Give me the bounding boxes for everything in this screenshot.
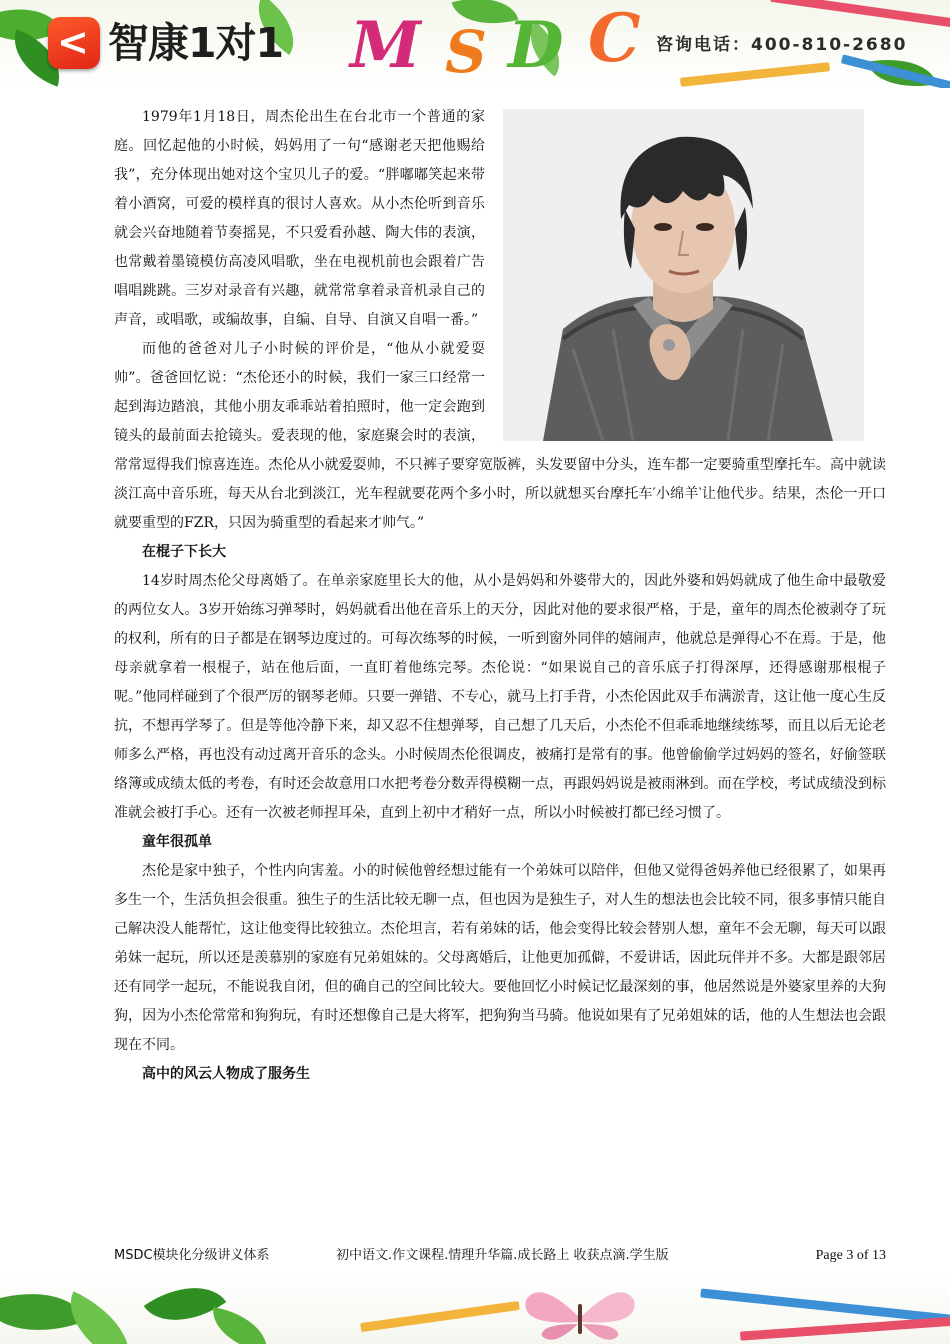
brand-letter-d: D (508, 8, 564, 83)
pencil-decoration (770, 0, 950, 28)
logo-icon (48, 17, 100, 69)
page-footer (114, 1246, 886, 1266)
brand-letter-c: C (588, 0, 641, 77)
page-number: Page 3 of 13 (815, 1248, 886, 1263)
footer-series: MSDC模块化分级讲义体系 (114, 1248, 270, 1263)
pencil-decoration (740, 1316, 950, 1340)
header-banner (0, 0, 950, 88)
section-heading: 高中的风云人物成了服务生 (142, 1066, 310, 1082)
leaf-decoration (207, 1307, 272, 1344)
phone-number: 400-810-2680 (751, 35, 908, 55)
paragraph (114, 857, 886, 1060)
portrait-illustration (503, 109, 864, 441)
logo-text: 智康1对1 (108, 19, 284, 67)
paragraph-text: 1979年1月18日，周杰伦出生在台北市一个普通的家庭。回忆起他的小时候，妈妈用了一句“感谢老天把他赐给我”，充分体现出她对这个宝贝儿子的爱。“胖嘟嘟笑起来带着小酒窝，可爱的模样真的很讨人喜欢。从小杰伦听到音乐就会兴奋地随着节奏摇晃，不只爱看孙越、陶大伟的表演，也常戴着墨镜模仿高凌风唱歌，坐在电视机前也会跟着广告唱唱跳跳。三岁对录音有兴趣，就常常拿着录音机录自己的声音，或唱歌，或编故事，自编、自导、自演又自唱一番。” (114, 109, 485, 328)
section-heading: 童年很孤单 (142, 834, 212, 850)
brand-letter-m: M (350, 8, 421, 83)
brand-letter-s: S (445, 18, 487, 86)
contact-phone (656, 30, 907, 55)
article-body (114, 103, 886, 1089)
paragraph-text: 而他的爸爸对儿子小时候的评价是，“他从小就爱耍帅”。爸爸回忆说：“杰伦还小的时候，我们一家三口经常一起到海边踏浪，其他小朋友乖乖站着拍照时，他一定会跑到镜头的最前面去抢镜头。爱表现的他，家庭聚会时的表演，常常逗得我们惊喜连连。杰伦从小就爱耍帅，不只裤子要穿宽版裤，头发要留中分头，连车都一定要骑重型摩托车。高中就读淡江高中音乐班，每天从台北到淡江，光车程就要花两个多小时，所以就想买台摩托车′小绵羊‵让他代步。结果，杰伦一开口就要重型的FZR，只因为骑重型的看起来才帅气。” (114, 341, 886, 531)
butterfly-icon (520, 1278, 640, 1344)
paragraph (114, 103, 886, 335)
footer-decoration (0, 1272, 950, 1344)
paragraph (114, 567, 886, 828)
pencil-decoration (360, 1301, 520, 1332)
footer-course: 初中语文.作文课程.情理升华篇.成长路上 收获点滴.学生版 (336, 1248, 669, 1263)
paragraph-text: 杰伦是家中独子，个性内向害羞。小的时候他曾经想过能有一个弟妹可以陪伴，但他又觉得爸妈养他已经很累了，如果再多生一个，生活负担会很重。独生子的生活比较无聊一点，但也因为是独生子，对人生的想法也会比较不同，很多事情只能自己解决没人能帮忙，这让他变得比较独立。杰伦坦言，若有弟妹的话，他会变得比较会替别人想，童年不会无聊，每天可以跟弟妹一起玩，所以还是羡慕别的家庭有兄弟姐妹的。父母离婚后，让他更加孤僻，不爱讲话，因此玩伴并不多。大都是跟邻居还有同学一起玩，不能说我自闭，但的确自己的空间比较大。要他回忆小时候记忆最深刻的事，他居然说是外婆家里养的大狗狗，因为小杰伦常常和狗狗玩，有时还想像自己是大将军，把狗狗当马骑。他说如果有了兄弟姐妹的话，他的人生想法也会跟现在不同。 (114, 863, 886, 1053)
pencil-decoration (680, 62, 830, 87)
portrait-photo (503, 109, 864, 441)
logo-chevron-icon: < (57, 20, 89, 64)
paragraph-text: 14岁时周杰伦父母离婚了。在单亲家庭里长大的他，从小是妈妈和外婆带大的，因此外婆和妈妈就成了他生命中最敬爱的两位女人。3岁开始练习弹琴时，妈妈就看出他在音乐上的天分，因此对他的要求很严格，于是，童年的周杰伦被剥夺了玩的权利，所有的日子都是在钢琴边度过的。可每次练琴的时候，一听到窗外同伴的嬉闹声，他就总是弹得心不在焉。于是，他母亲就拿着一根棍子，站在他后面，一直盯着他练完琴。杰伦说：“如果说自己的音乐底子打得深厚，还得感谢那根棍子呢。”他同样碰到了个很严厉的钢琴老师。只要一弹错、不专心，就马上打手背，小杰伦因此双手布满淤青，这让他一度心生反抗，不想再学琴了。但是等他冷静下来，却又忍不住想弹琴，自己想了几天后，小杰伦不但乖乖地继续练琴，而且以后无论老师多么严格，再也没有动过离开音乐的念头。小时候周杰伦很调皮，被痛打是常有的事。他曾偷偷学过妈妈的签名，好偷签联络簿或成绩太低的考卷，有时还会故意用口水把考卷分数弄得模糊一点，再跟妈妈说是被雨淋到。而在学校，考试成绩没到标准就会被打手心。还有一次被老师捏耳朵，直到上初中才稍好一点，所以小时候被打都已经习惯了。 (114, 573, 886, 821)
section-heading: 在棍子下长大 (142, 544, 226, 560)
contact-label: 咨询电话： (656, 35, 751, 55)
